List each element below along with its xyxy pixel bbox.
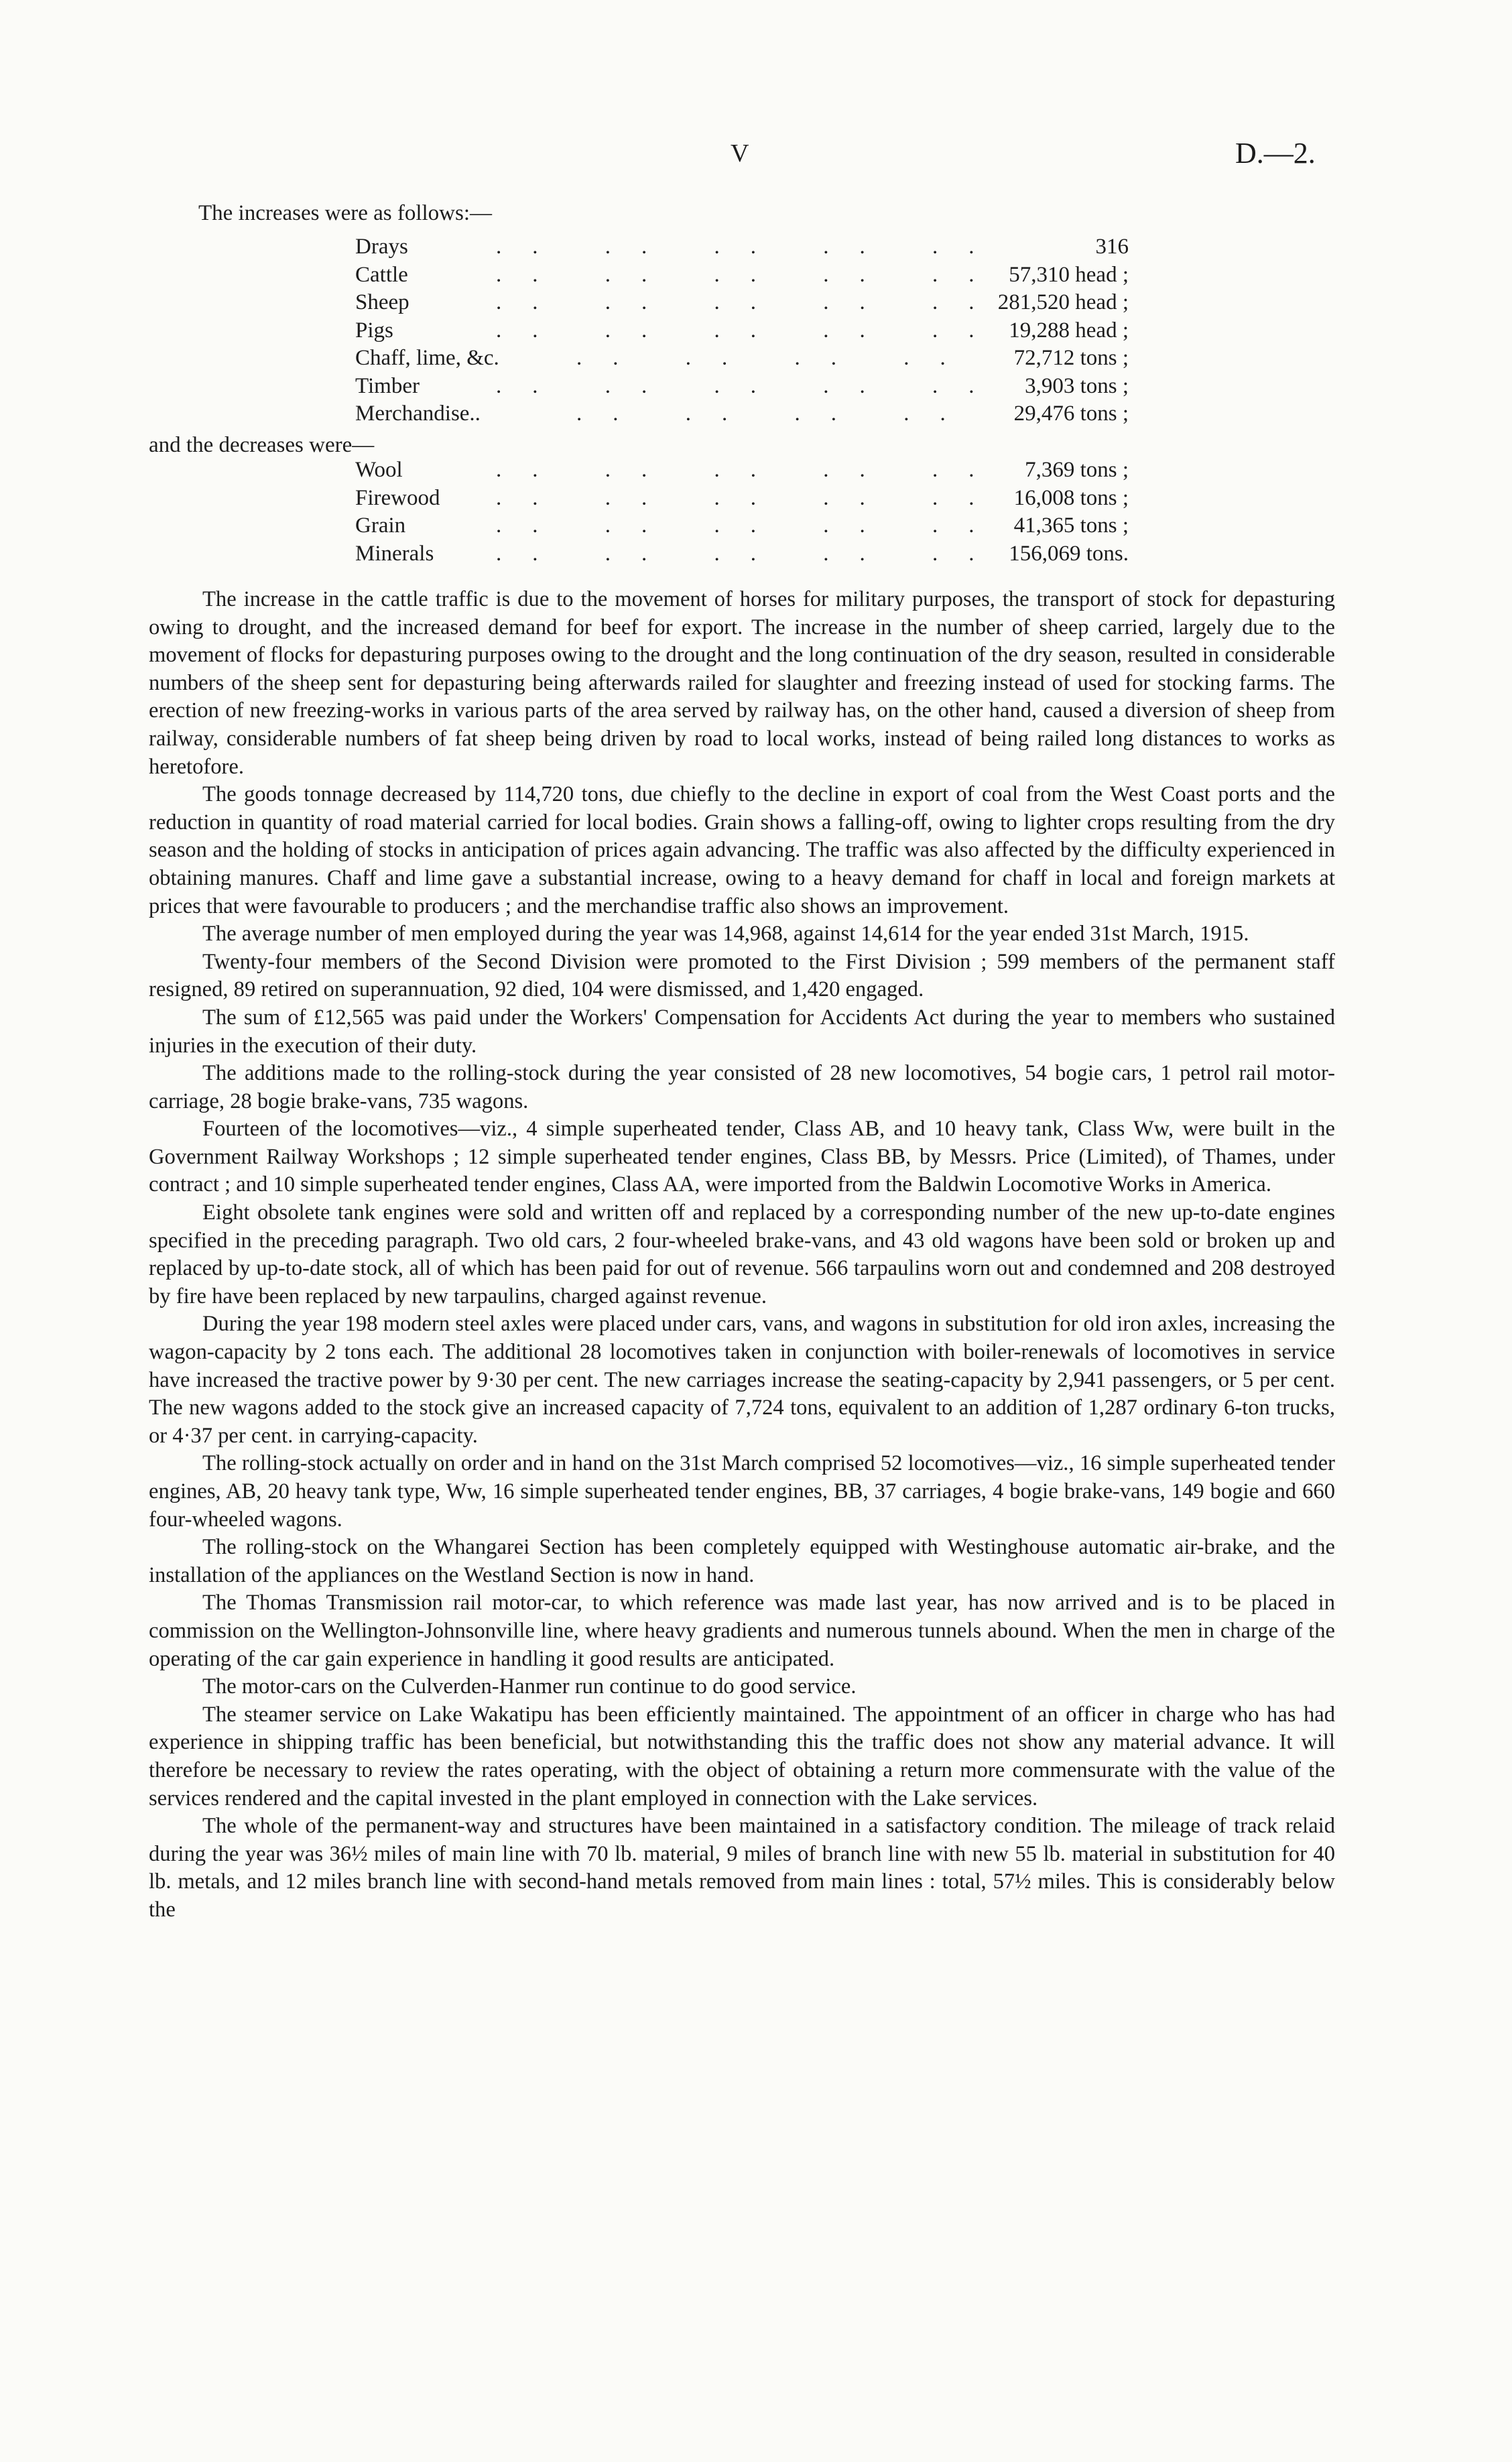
paragraph-stock-on-order: The rolling-stock actually on order and in hand on the 31st March comprised 52 locomotives—viz., 16 simple superheated tender engines, AB, 20 heavy tank type, Ww, 16 simple superheated tender engines, BB, 37 carriages, 4 bogie brake-vans, 149 bogie and 660 four-wheeled wagons. [149,1451,1335,1532]
item-value: 316 [1095,235,1129,259]
item-label: Grain [355,513,406,538]
leader-dots: .. .. .. .. .. [496,290,1005,314]
paragraph-staff-changes: Twenty-four members of the Second Division were promoted to the First Division ; 599 members of the permanent staff resigned, 89 retired on superannuation, 92 died, 104 were dismissed, and 1,420 engaged. [149,949,1335,1002]
item-value: 29,476 tons ; [1013,402,1129,426]
item-label: Chaff, lime, &c. [355,346,499,370]
list-item [355,263,1129,291]
leader-dots: .. .. .. .. .. [496,235,1005,259]
body-text [149,586,1335,1924]
list-item [355,290,1129,318]
item-value: 16,008 tons ; [1013,485,1129,510]
increases-intro: The increases were as follows:— [198,201,493,225]
leader-dots: .. .. .. .. .. [496,373,1005,398]
paragraph-cattle-traffic: The increase in the cattle traffic is due to the movement of horses for military purposes, the transport of stock for depasturing owing to drought, and the increased demand for beef for export. The increase in the number of sheep carried, largely due to the movement of flocks for depasturing purposes owing to the drought and the long continuation of the dry season, resulted in considerable numbers of the sheep sent for depasturing being afterwards railed for slaughter and freezing instead of used for stocking farms. The erection of new freezing-works in various parts of the area served by railway has, on the other hand, caused a diversion of sheep from railway, considerable numbers of fat sheep being driven by road to local works, instead of being railed long distances to works as heretofore. [149,587,1335,779]
item-label: Minerals [355,541,434,566]
leader-dots: .. .. .. .. .. [496,262,1005,287]
paragraph-permanent-way: The whole of the permanent-way and structures have been maintained in a satisfactory condition. The mileage of track relaid during the year was 36½ miles of main line with 70 lb. material, 9 miles of branch line with new 55 lb. material in substitution for 40 lb. metals, and 12 miles branch line with second-hand metals removed from main lines : total, 57½ miles. This is considerably below the [149,1814,1335,1922]
item-label: Firewood [355,485,440,510]
list-item [355,346,1129,374]
item-value: 281,520 head ; [997,290,1129,314]
item-value: 72,712 tons ; [1013,346,1129,370]
list-item [355,402,1129,430]
leader-dots: .. .. .. .. .. [496,318,1005,343]
list-item [355,318,1129,347]
paragraph-men-employed: The average number of men employed during the year was 14,968, against 14,614 for the year ended 31st March, 1915. [202,922,1249,946]
list-item [355,486,1129,514]
item-label: Merchandise.. [355,402,481,426]
item-value: 57,310 head ; [1009,262,1129,287]
paragraph-obsolete-engines: Eight obsolete tank engines were sold and written off and replaced by a corresponding number of the new up-to-date engines specified in the preceding paragraph. Two old cars, 2 four-wheeled brake-vans, and 43 old wagons have been sold or broken up and replaced by up-to-date stock, all of which has been paid for out of revenue. 566 tarpaulins worn out and condemned and 208 destroyed by fire have been replaced by new tarpaulins, charged against revenue. [149,1201,1335,1308]
list-item [355,542,1129,570]
paragraph-steel-axles: During the year 198 modern steel axles were placed under cars, vans, and wagons in substitution for old iron axles, increasing the wagon-capacity by 2 tons each. The additional 28 locomotives taken in conjunction with boiler-renewals of locomotives in service have increased the tractive power by 9·30 per cent. The new carriages increase the seating-capacity by 2,941 passengers, or 5 per cent. The new wagons added to the stock give an increased capacity of 7,724 tons, equivalent to an addition of 1,287 ordinary 6-ton trucks, or 4·37 per cent. in carrying-capacity. [149,1312,1335,1448]
item-label: Sheep [355,290,410,314]
page-number: V [731,139,749,168]
item-value: 7,369 tons ; [1025,458,1129,482]
paragraph-culverden-hanmer: The motor-cars on the Culverden-Hanmer run continue to do good service. [202,1674,857,1699]
list-item [355,458,1129,486]
decreases-list [355,458,1129,569]
document-reference: D.—2. [1235,137,1316,170]
item-label: Drays [355,235,408,259]
item-label: Timber [355,373,420,398]
leader-dots: .. .. .. .. .. [496,513,1005,538]
leader-dots: .. .. .. .. .. [496,485,1005,510]
list-item [355,513,1129,542]
paragraph-locomotives: Fourteen of the locomotives—viz., 4 simple superheated tender, Class AB, and 10 heavy tank, Class Ww, were built in the Government Railway Workshops ; 12 simple superheated tender engines, Class BB, by Messrs. Price (Limited), of Thames, under contract ; and 10 simple superheated tender engines, Class AA, were imported from the Baldwin Locomotive Works in America. [149,1117,1335,1197]
item-label: Pigs [355,318,393,343]
leader-dots: .. .. .. .. [576,402,976,426]
paragraph-goods-tonnage: The goods tonnage decreased by 114,720 tons, due chiefly to the decline in export of coal from the West Coast ports and the reduction in quantity of road material carried for local bodies. Grain shows a falling-off, owing to lighter crops resulting from the dry season and the holding of stocks in anticipation of prices again advancing. The traffic was also affected by the difficulty experienced in obtaining manures. Chaff and lime gave a substantial increase, owing to a heavy demand for chaff in local and foreign markets at prices that were favourable to producers ; and the merchandise traffic also shows an improvement. [149,782,1335,918]
decreases-intro: and the decreases were— [149,433,375,457]
paragraph-thomas-motor-car: The Thomas Transmission rail motor-car, to which reference was made last year, has now arrived and is to be placed in commission on the Wellington-Johnsonville line, where heavy gradients and numerous tunnels abound. When the men in charge of the operating of the car gain experience in handling it good results are anticipated. [149,1591,1335,1671]
item-value: 41,365 tons ; [1013,513,1129,538]
item-label: Wool [355,458,403,482]
leader-dots: .. .. .. .. .. [496,541,1005,566]
item-value: 3,903 tons ; [1025,373,1129,398]
list-item [355,374,1129,402]
leader-dots: .. .. .. .. .. [496,458,1005,482]
paragraph-workers-compensation: The sum of £12,565 was paid under the Workers' Compensation for Accidents Act during the year to members who sustained injuries in the execution of their duty. [149,1005,1335,1058]
increases-list [355,235,1129,430]
paragraph-whangarei-brakes: The rolling-stock on the Whangarei Section has been completely equipped with Westinghouse automatic air-brake, and the installation of the appliances on the Westland Section is now in hand. [149,1535,1335,1587]
item-value: 156,069 tons. [1009,541,1129,566]
leader-dots: .. .. .. .. [576,346,976,370]
paragraph-lake-wakatipu: The steamer service on Lake Wakatipu has been efficiently maintained. The appointment of an officer in charge who has had experience in shipping traffic has been beneficial, but notwithstanding this the traffic does not show any material advance. It will therefore be necessary to review the rates operating, with the object of obtaining a return more commensurate with the value of the services rendered and the capital invested in the plant employed in connection with the Lake services. [149,1702,1335,1810]
list-item [355,235,1129,263]
item-value: 19,288 head ; [1009,318,1129,343]
paragraph-rolling-stock-additions: The additions made to the rolling-stock during the year consisted of 28 new locomotives, 54 bogie cars, 1 petrol rail motor-carriage, 28 bogie brake-vans, 735 wagons. [149,1061,1335,1113]
item-label: Cattle [355,262,408,287]
